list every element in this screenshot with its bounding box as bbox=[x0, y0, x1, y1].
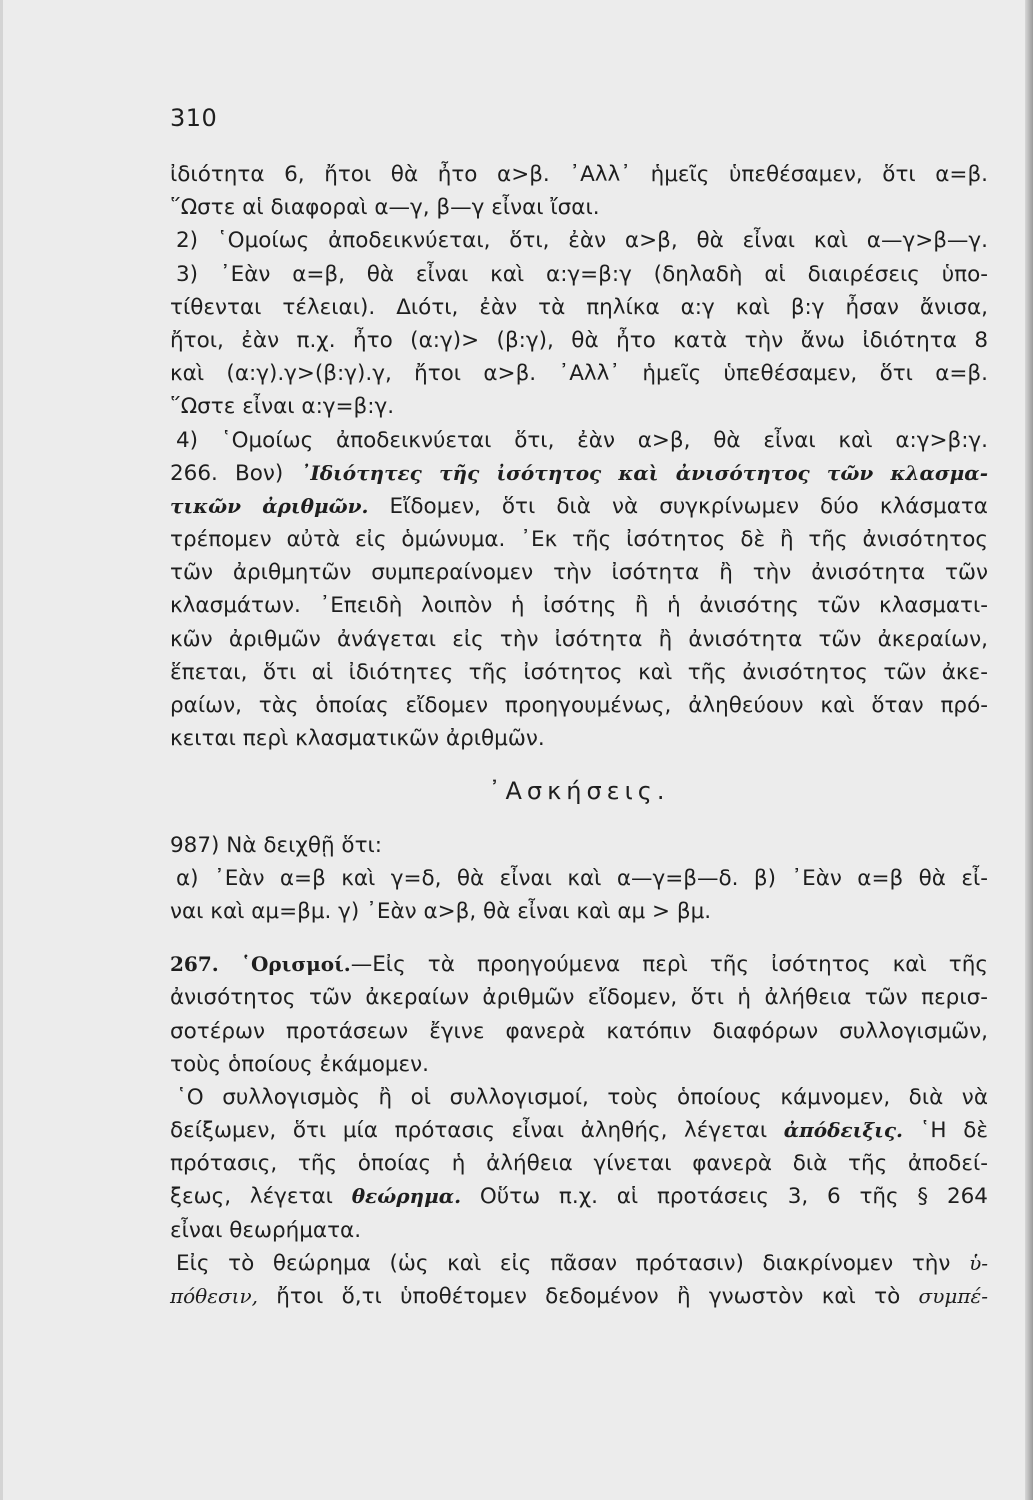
exercises-heading: ᾿Ασκήσεις. bbox=[488, 777, 670, 806]
term-proof: ἀπόδειξις. bbox=[783, 1118, 903, 1143]
text-line: τικῶν ἀριθμῶν. Εἴδομεν, ὅτι διὰ νὰ συγκρίνωμεν δύο κλάσματα bbox=[170, 493, 988, 519]
text-line: ἰδιότητα 6, ἤτοι θὰ ἦτο α>β. ᾿Αλλ᾿ ἡμεῖς ὑπεθέσαμεν, ὅτι α=β. bbox=[170, 162, 988, 187]
text-line: καὶ (α:γ).γ>(β:γ).γ, ἤτοι α>β. ᾿Αλλ᾿ ἡμεῖς ὑπεθέσαμεν, ὅτι α=β. bbox=[170, 361, 988, 387]
definitions-heading: 267. ῾Ορισμοί. bbox=[170, 952, 351, 977]
text-line: δείξωμεν, ὅτι μία πρότασις εἶναι ἀληθής, λέγεται ἀπόδειξις. ῾Η δὲ bbox=[170, 1118, 988, 1144]
text-line: ἀνισότητος τῶν ἀκεραίων ἀριθμῶν εἴδομεν, ὅτι ἡ ἀλήθεια τῶν περισ- bbox=[170, 985, 988, 1011]
term-hypothesis: πόθεσιν, bbox=[170, 1284, 258, 1308]
term-hypothesis: ὑ- bbox=[969, 1250, 988, 1275]
page-right-edge-shadow bbox=[1025, 0, 1033, 1500]
text-line: τίθενται τέλειαι). Διότι, ἐὰν τὰ πηλίκα α:γ καὶ β:γ ἦσαν ἄνισα, bbox=[170, 294, 988, 320]
text-line: 3) ᾿Εὰν α=β, θὰ εἶναι καὶ α:γ=β:γ (δηλαδὴ αἱ διαιρέσεις ὑπο- bbox=[176, 261, 988, 287]
text-line: ῞Ωστε αἱ διαφοραὶ α—γ, β—γ εἶναι ἴσαι. bbox=[170, 195, 600, 221]
definitions-heading-line: 267. ῾Ορισμοί.—Εἰς τὰ προηγούμενα περὶ τῆς ἰσότητος καὶ τῆς bbox=[170, 952, 988, 978]
section-heading-title: ᾿Ιδιότητες τῆς ἰσότητος καὶ ἀνισότητος τῶν κλασμα- bbox=[300, 460, 988, 485]
body-text bbox=[170, 158, 988, 1313]
text-line: πόθεσιν, ἤτοι ὅ,τι ὑποθέτομεν δεδομένον ἢ γνωστὸν καὶ τὸ συμπέ- bbox=[170, 1284, 988, 1309]
section-heading-title: τικῶν ἀριθμῶν. bbox=[170, 493, 369, 518]
text-line: κειται περὶ κλασματικῶν ἀριθμῶν. bbox=[170, 726, 545, 752]
text-line: 4) ῾Ομοίως ἀποδεικνύεται ὅτι, ἐὰν α>β, θὰ εἶναι καὶ α:γ>β:γ. bbox=[176, 427, 988, 453]
exercise-line: α) ᾿Εὰν α=β καὶ γ=δ, θὰ εἶναι καὶ α—γ=β—δ. β) ᾿Εὰν α=β θὰ εἶ- bbox=[176, 865, 988, 891]
text-line: τῶν ἀριθμητῶν συμπεραίνομεν τὴν ἰσότητα ἢ τὴν ἀνισότητα τῶν bbox=[170, 560, 988, 586]
text-line: 2) ῾Ομοίως ἀποδεικνύεται, ὅτι, ἐὰν α>β, θὰ εἶναι καὶ α—γ>β—γ. bbox=[176, 228, 988, 254]
term-theorem: θεώρημα. bbox=[351, 1184, 462, 1209]
text-line: ραίων, τὰς ὁποίας εἴδομεν προηγουμένως, ἀληθεύουν καὶ ὅταν πρό- bbox=[170, 693, 988, 718]
text-line: ξεως, λέγεται θεώρημα. Οὕτω π.χ. αἱ προτάσεις 3, 6 τῆς § 264 bbox=[170, 1184, 988, 1210]
text-line: εἶναι θεωρήματα. bbox=[170, 1217, 362, 1243]
exercise-line: ναι καὶ αμ=βμ. γ) ᾿Εὰν α>β, θὰ εἶναι καὶ αμ > βμ. bbox=[170, 898, 712, 924]
text-line: κλασμάτων. ᾿Επειδὴ λοιπὸν ἡ ἰσότης ἢ ἡ ἀνισότης τῶν κλασματι- bbox=[170, 593, 988, 619]
term-conclusion: συμπέ- bbox=[918, 1284, 988, 1308]
page-left-edge bbox=[0, 0, 3, 1500]
page-number: 310 bbox=[170, 104, 218, 132]
section-heading-line: 266. Βον) ᾿Ιδιότητες τῆς ἰσότητος καὶ ἀνισότητος τῶν κλασμα- bbox=[170, 460, 988, 486]
exercise-line: 987) Νὰ δειχθῇ ὅτι: bbox=[170, 832, 383, 858]
text-line: τοὺς ὁποίους ἐκάμομεν. bbox=[170, 1051, 430, 1077]
text-line: κῶν ἀριθμῶν ἀνάγεται εἰς τὴν ἰσότητα ἢ ἀνισότητα τῶν ἀκεραίων, bbox=[170, 626, 988, 652]
text-line: σοτέρων προτάσεων ἔγινε φανερὰ κατόπιν διαφόρων συλλογισμῶν, bbox=[170, 1018, 988, 1044]
text-line: ῾Ο συλλογισμὸς ἢ οἱ συλλογισμοί, τοὺς ὁποίους κάμνομεν, διὰ νὰ bbox=[176, 1084, 988, 1110]
text-line: ἕπεται, ὅτι αἱ ἰδιότητες τῆς ἰσότητος καὶ τῆς ἀνισότητος τῶν ἀκε- bbox=[170, 659, 988, 685]
text-line: πρότασις, τῆς ὁποίας ἡ ἀλήθεια γίνεται φανερὰ διὰ τῆς ἀποδεί- bbox=[170, 1151, 988, 1177]
text-line: Εἰς τὸ θεώρημα (ὡς καὶ εἰς πᾶσαν πρότασιν) διακρίνομεν τὴν ὑ- bbox=[176, 1250, 988, 1276]
text-line: ἤτοι, ἐὰν π.χ. ἦτο (α:γ)> (β:γ), θὰ ἦτο κατὰ τὴν ἄνω ἰδιότητα 8 bbox=[170, 327, 988, 353]
text-line: ῞Ωστε εἶναι α:γ=β:γ. bbox=[170, 394, 395, 420]
text-line: τρέπομεν αὐτὰ εἰς ὁμώνυμα. ᾿Εκ τῆς ἰσότητος δὲ ἢ τῆς ἀνισότητος bbox=[170, 527, 988, 553]
